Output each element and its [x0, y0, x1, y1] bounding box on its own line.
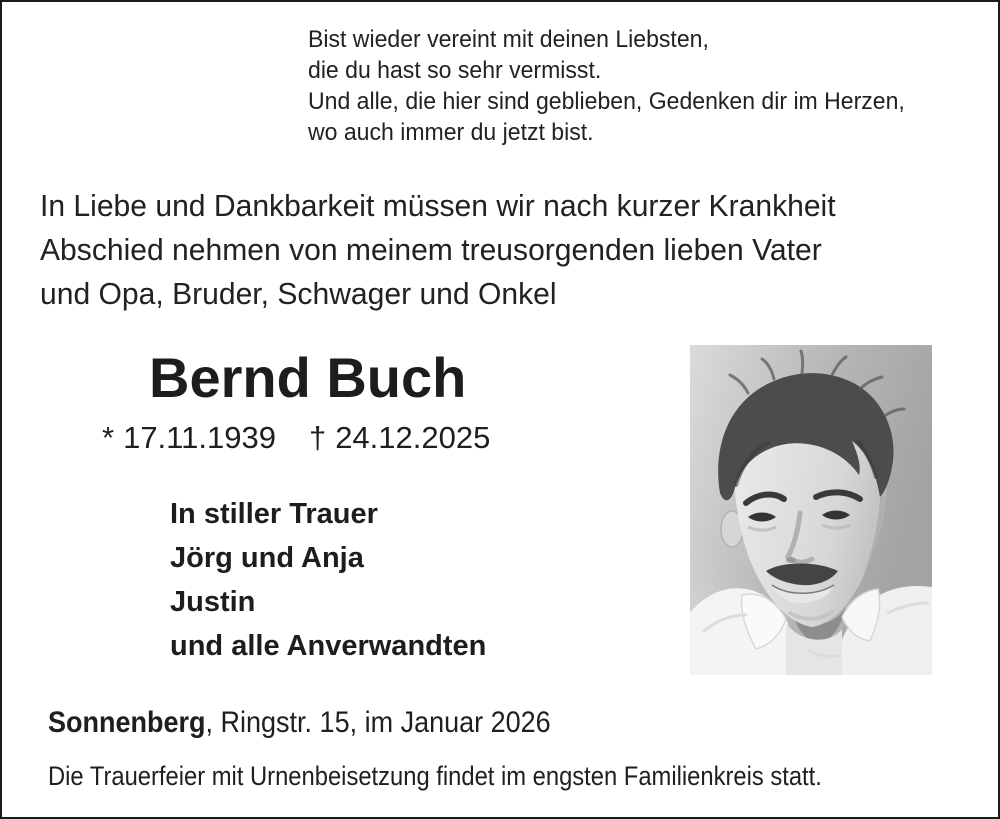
- birth-star-symbol: *: [102, 420, 115, 455]
- birth-date: 17.11.1939: [123, 420, 276, 455]
- place-name: Sonnenberg: [48, 706, 206, 739]
- mourners-line: Justin: [170, 586, 256, 618]
- intro-line: In Liebe und Dankbarkeit müssen wir nach kurzer Krankheit: [40, 188, 836, 223]
- poem-line: die du hast so sehr vermisst.: [308, 57, 602, 84]
- mourners-line: Jörg und Anja: [170, 542, 364, 574]
- poem-line: Und alle, die hier sind geblieben, Gedenken dir im Herzen,: [308, 88, 905, 115]
- mourners-line: und alle Anverwandten: [170, 630, 487, 662]
- poem-line: wo auch immer du jetzt bist.: [308, 119, 594, 146]
- poem-line: Bist wieder vereint mit deinen Liebsten,: [308, 26, 709, 53]
- death-date-group: [309, 418, 490, 458]
- intro-paragraph: [40, 184, 836, 316]
- death-cross-symbol: †: [308, 420, 327, 455]
- deceased-name: Bernd Buch: [149, 346, 467, 409]
- portrait-photo: [690, 345, 932, 675]
- place-date-line: [48, 702, 551, 744]
- death-date: 24.12.2025: [335, 420, 491, 455]
- intro-line: Abschied nehmen von meinem treusorgenden lieben Vater: [40, 232, 822, 267]
- intro-line: und Opa, Bruder, Schwager und Onkel: [40, 276, 557, 311]
- portrait-photo-graphic: [690, 345, 932, 675]
- life-dates: [102, 418, 490, 458]
- mourners-line: In stiller Trauer: [170, 498, 378, 530]
- funeral-note: Die Trauerfeier mit Urnenbeisetzung findet im engsten Familienkreis statt.: [48, 761, 822, 791]
- mourners-block: [170, 492, 486, 668]
- place-address-date: , Ringstr. 15, im Januar 2026: [205, 706, 551, 739]
- memorial-poem: [308, 24, 905, 148]
